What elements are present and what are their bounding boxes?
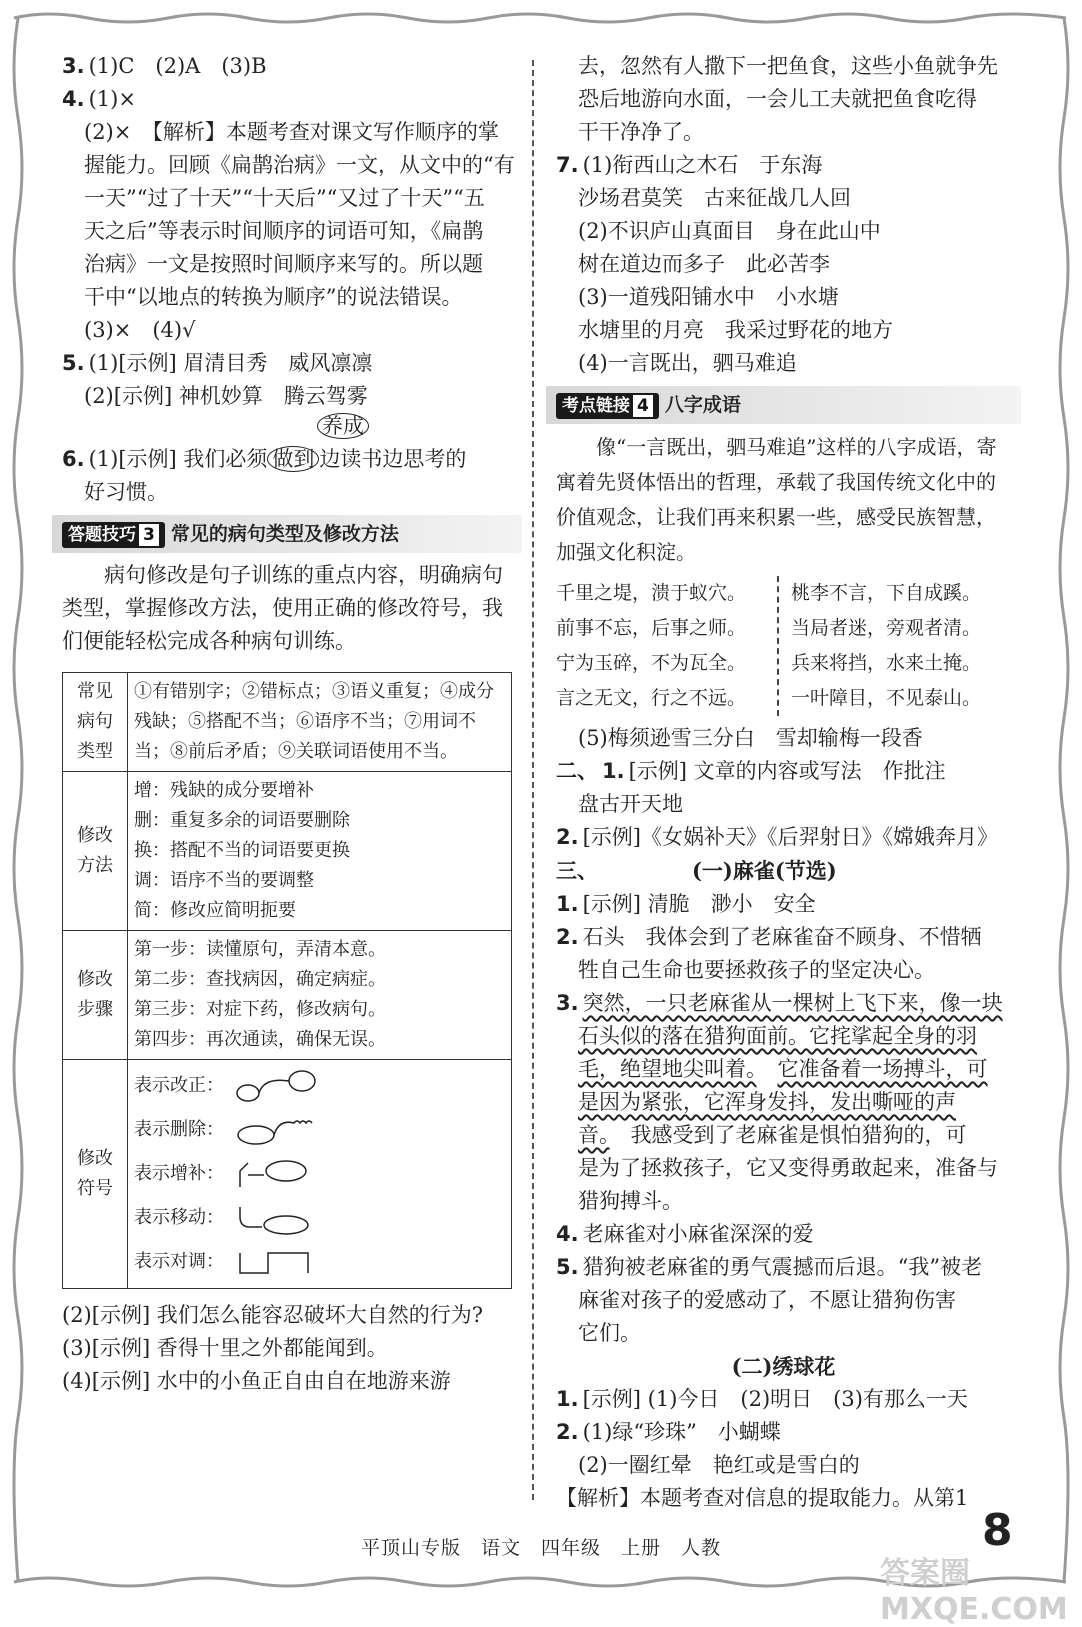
answer-line: 盘古开天地 <box>578 792 683 816</box>
section-4-q1: 1. [示例] (1)今日 (2)明日 (3)有那么一天 <box>556 1387 968 1411</box>
answer-line: 石头似的落在猎狗面前。它挓挲起全身的羽 <box>578 1024 977 1048</box>
link-tag: 考点链接 4 <box>556 393 659 419</box>
tip-title: 常见的病句类型及修改方法 <box>170 523 399 545</box>
answer-7-line: 水塘里的月亮 我采过野花的地方 <box>578 318 893 342</box>
answer-line: (2)一圈红晕 艳红或是雪白的 <box>578 1453 860 1477</box>
list-item: 第一步：读懂原句，弄清本意。 <box>134 939 386 960</box>
idiom-item: 言之无文，行之不远。 <box>556 687 747 709</box>
answer-4-line: 天之后”等表示时间顺序的词语可知，《扁鹊 <box>84 219 484 243</box>
answer-line: (4)[示例] 水中的小鱼正自由自在地游来游 <box>62 1369 451 1393</box>
answer-line: (2)[示例] 我们怎么能容忍破坏大自然的行为? <box>62 1303 484 1327</box>
insert-mark-icon <box>234 1157 324 1191</box>
section-2-q1: 二、 1. [示例] 文章的内容或写法 作批注 <box>556 759 946 783</box>
idiom-item: 桃李不言，下自成蹊。 <box>791 582 982 604</box>
swap-mark-icon <box>234 1245 324 1279</box>
section-3-header: 三、 (一)麻雀(节选) <box>556 858 837 883</box>
answer-4-line: (3)× (4)√ <box>84 318 196 342</box>
row-body <box>128 931 512 1060</box>
section-4-q2: 2. (1)绿“珍珠” 小蝴蝶 <box>556 1420 781 1444</box>
list-item: 调：语序不当的要调整 <box>134 870 314 891</box>
column-divider <box>532 60 534 1500</box>
answer-7-line: (2)不识庐山真面目 身在此山中 <box>578 219 881 243</box>
answer-line: 去，忽然有人撒下一把鱼食，这些小鱼就争先 <box>578 54 998 78</box>
row-head: 修改符号 <box>63 1060 128 1289</box>
answer-line: 它们。 <box>578 1321 641 1345</box>
link-header <box>546 386 1021 424</box>
idiom-column-2 <box>779 576 981 716</box>
answer-line: 猎狗搏斗。 <box>578 1189 683 1213</box>
circled-word: 做到 <box>267 446 319 472</box>
table-row <box>63 772 512 931</box>
answer-4-line: 干中“以地点的转换为顺序”的说法错误。 <box>84 285 463 309</box>
answer-5-line: (2)[示例] 神机妙算 腾云驾雾 <box>84 384 368 408</box>
link-paragraph: 像“一言既出，驷马难追”这样的八字成语，寄寓着先贤体悟出的哲理，承载了我国传统文化中的价值观念，让我们再来积累一些，感受民族智慧，加强文化积淀。 <box>556 435 997 564</box>
answer-line: 恐后地游向水面，一会儿工夫就把鱼食吃得 <box>578 87 977 111</box>
row-head: 修改方法 <box>63 772 128 931</box>
answer-line: 毛，绝望地尖叫着。 它准备着一场搏斗，可 <box>578 1057 988 1081</box>
section-3-title: (一)麻雀(节选) <box>692 858 837 883</box>
list-item: 表示增补： <box>134 1152 505 1196</box>
idiom-item: 前事不忘，后事之师。 <box>556 617 747 639</box>
section-3-q3: 3. 突然，一只老麻雀从一棵树上飞下来，像一块 <box>556 991 1003 1015</box>
tip-header <box>52 515 522 553</box>
tip-paragraph: 病句修改是句子训练的重点内容，明确病句类型，掌握修改方法，使用正确的修改符号，我们便能轻松完成各种病句训练。 <box>62 563 503 653</box>
section-3-q4: 4. 老麻雀对小麻雀深深的爱 <box>556 1222 814 1246</box>
delete-mark-icon <box>234 1113 324 1147</box>
insertion-word: 养成 <box>317 413 369 439</box>
list-item: 换：搭配不当的词语要更换 <box>134 840 350 861</box>
table-row <box>63 931 512 1060</box>
answer-6-line: 好习惯。 <box>84 480 168 504</box>
section-2-q2: 2. [示例]《女娲补天》《后羿射日》《嫦娥奔月》 <box>556 825 998 849</box>
list-item: 增：残缺的成分要增补 <box>134 780 314 801</box>
row-body <box>128 772 512 931</box>
answer-line: 麻雀对孩子的爱感动了，不愿让猎狗伤害 <box>578 1288 956 1312</box>
list-item: 第三步：对症下药，修改病句。 <box>134 999 386 1020</box>
answer-5: 5. (1)[示例] 眉清目秀 威风凛凛 <box>62 351 373 375</box>
list-item: 表示移动： <box>134 1196 505 1240</box>
answer-line: 是为了拯救孩子，它又变得勇敢起来，准备与 <box>578 1156 998 1180</box>
idiom-item: 兵来将挡，水来土掩。 <box>791 652 982 674</box>
list-item: 表示改正： <box>134 1064 505 1108</box>
row-body <box>128 1060 512 1289</box>
idiom-grid <box>556 576 1011 716</box>
row-head: 常见病句类型 <box>63 673 128 772</box>
answer-3: 3. (1)C (2)A (3)B <box>62 54 267 78</box>
answer-4-line: 一天”“过了十天”“十天后”“又过了十天”“五 <box>84 186 485 210</box>
idiom-item: 当局者迷，旁观者清。 <box>791 617 982 639</box>
section-3-q2: 2. 石头 我体会到了老麻雀奋不顾身、不惜牺 <box>556 925 982 949</box>
answer-7: 7. (1)衔西山之木石 于东海 <box>556 153 823 177</box>
move-mark-icon <box>234 1201 324 1235</box>
row-head: 修改步骤 <box>63 931 128 1060</box>
answer-6: 6. (1)[示例] 我们必须 做到 边读书边思考的 <box>62 447 467 471</box>
answer-line: 干干净净了。 <box>578 120 704 144</box>
answer-line: 音。 我感受到了老麻雀是惧怕猎狗的，可 <box>578 1123 967 1147</box>
answer-line: 是因为紧张，它浑身发抖，发出嘶哑的声 <box>578 1090 956 1114</box>
correction-table <box>62 672 512 1289</box>
idiom-column-1 <box>556 576 779 716</box>
answer-4-line: (2)× 【解析】本题考查对课文写作顺序的掌 <box>84 120 499 144</box>
answer-7-line: 树在道边而多子 此必苦李 <box>578 252 830 276</box>
list-item: 简：修改应简明扼要 <box>134 900 296 921</box>
replace-mark-icon <box>234 1069 324 1103</box>
insertion-mark <box>62 413 512 443</box>
idiom-item: 一叶障目，不见泰山。 <box>791 687 982 709</box>
list-item: 第四步：再次通读，确保无误。 <box>134 1029 386 1050</box>
answer-line: 【解析】本题考查对信息的提取能力。从第1 <box>556 1486 969 1510</box>
section-4-title: (二)绣球花 <box>731 1354 836 1379</box>
answer-7-line: 沙场君莫笑 古来征战几人回 <box>578 186 851 210</box>
list-item: 表示对调： <box>134 1240 505 1284</box>
table-row <box>63 673 512 772</box>
answer-4: 4. (1)× <box>62 87 136 111</box>
answer-4-line: 握能力。回顾《扁鹊治病》一文，从文中的“有 <box>84 153 515 177</box>
list-item: 表示删除： <box>134 1108 505 1152</box>
idiom-item: 宁为玉碎，不为瓦全。 <box>556 652 747 674</box>
answer-line: (3)[示例] 香得十里之外都能闻到。 <box>62 1336 388 1360</box>
answer-7-line: (4)一言既出，驷马难追 <box>578 351 797 375</box>
table-row <box>63 1060 512 1289</box>
answer-7-line: (3)一道残阳铺水中 小水塘 <box>578 285 839 309</box>
link-title: 八字成语 <box>664 394 741 416</box>
page-footer: 平顶山专版 语文 四年级 上册 人教 <box>360 1537 721 1559</box>
right-column <box>556 50 1011 1515</box>
section-3-q1: 1. [示例] 清脆 渺小 安全 <box>556 892 816 916</box>
section-3-q5: 5. 猎狗被老麻雀的勇气震撼而后退。“我”被老 <box>556 1255 983 1279</box>
idiom-item: 千里之堤，溃于蚁穴。 <box>556 582 747 604</box>
answer-line: 牲自己生命也要拯救孩子的坚定决心。 <box>578 958 935 982</box>
watermark: 答案圈 MXQE.COM <box>880 1556 1068 1627</box>
answer-7-line: (5)梅须逊雪三分白 雪却输梅一段香 <box>578 726 923 750</box>
left-column <box>62 50 515 1398</box>
list-item: 第二步：查找病因，确定病症。 <box>134 969 386 990</box>
page-number: 8 <box>982 1505 1013 1556</box>
answer-4-line: 治病》一文是按照时间顺序来写的。所以题 <box>84 252 483 276</box>
tip-tag: 答题技巧 3 <box>62 522 165 548</box>
list-item: 删：重复多余的词语要删除 <box>134 810 350 831</box>
row-body: ①有错别字；②错标点；③语义重复；④成分残缺；⑤搭配不当；⑥语序不当；⑦用词不当；⑧前后矛盾；⑨关联词语使用不当。 <box>128 673 512 772</box>
